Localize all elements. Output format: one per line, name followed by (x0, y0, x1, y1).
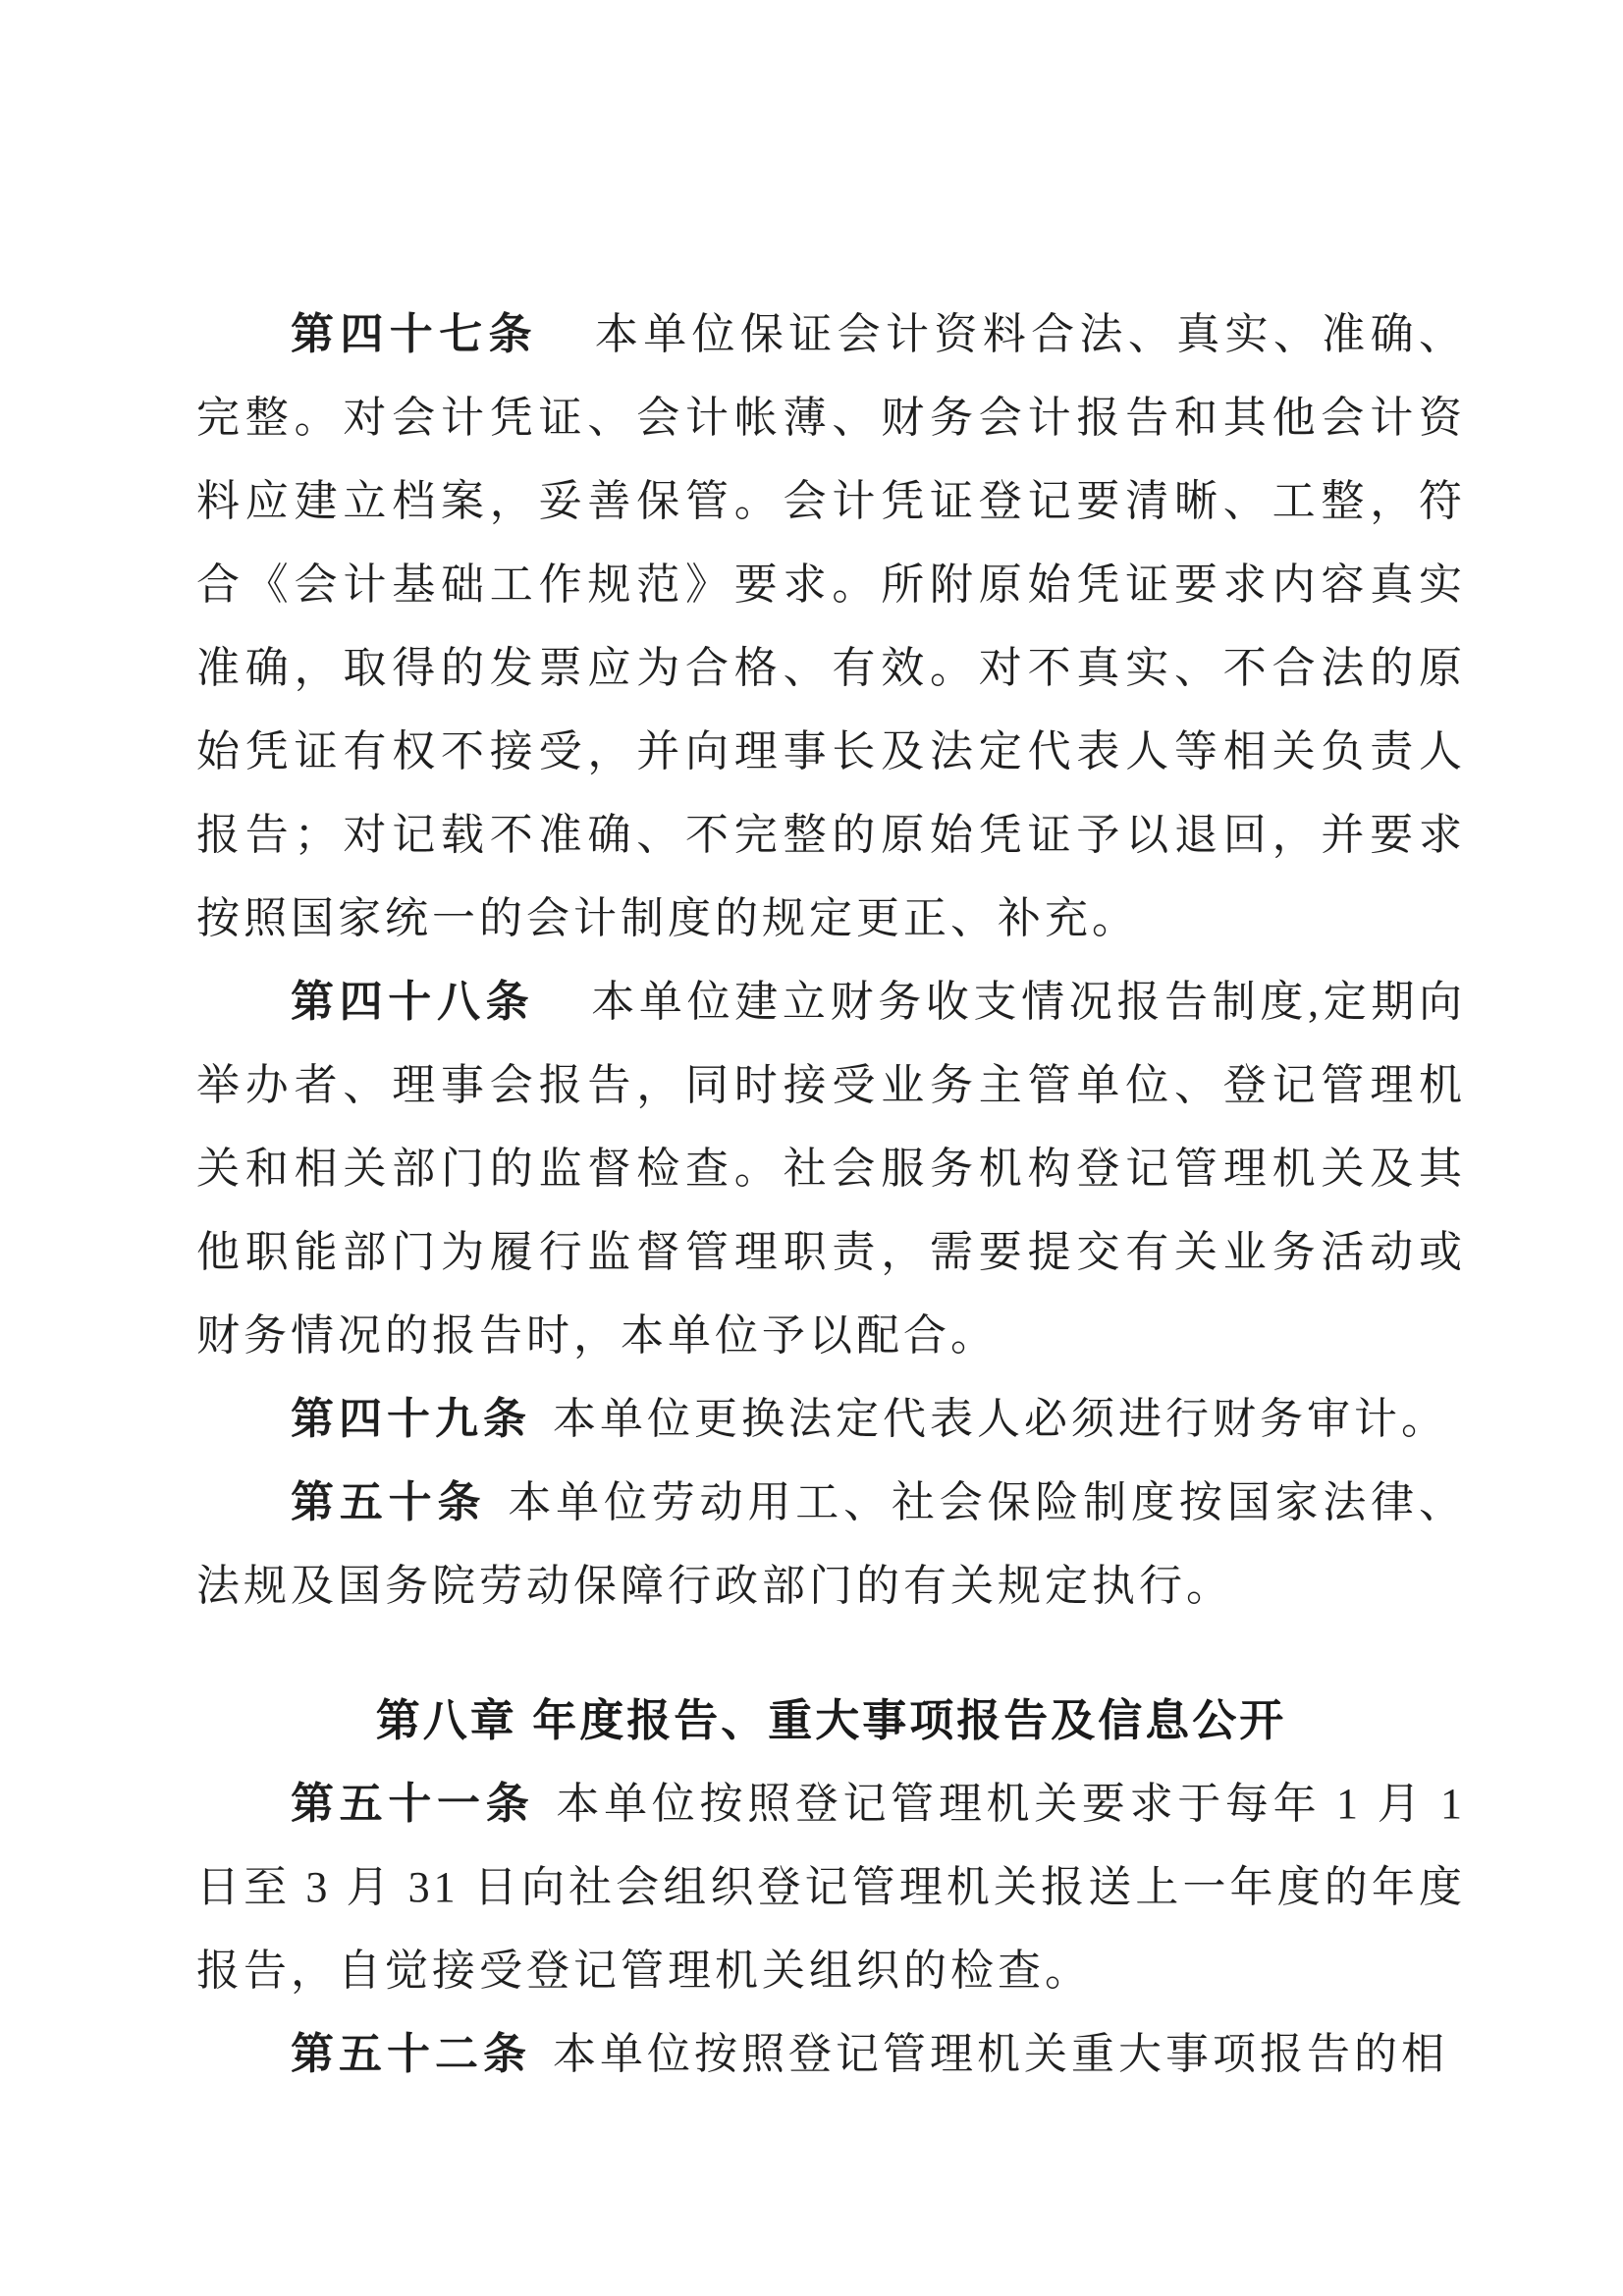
article-48-paragraph (196, 960, 1466, 1377)
article-49-paragraph (196, 1377, 1466, 1461)
article-48-label: 第四十八条 (291, 978, 535, 1026)
article-47-label: 第四十七条 (291, 310, 538, 358)
article-52-paragraph (196, 2012, 1466, 2096)
article-51-paragraph (196, 1762, 1466, 2012)
article-51-text: 本单位按照登记管理机关要求于每年 1 月 1 日至 3 月 31 日向社会组织登记管理机关报送上一年度的年度报告，自觉接受登记管理机关组织的检查。 (196, 1780, 1467, 1995)
article-47-paragraph (196, 293, 1466, 960)
article-47-text: 本单位保证会计资料合法、真实、准确、完整。对会计凭证、会计帐薄、财务会计报告和其他会计资料应建立档案，妥善保管。会计凭证登记要清晰、工整，符合《会计基础工作规范》要求。所附原始凭证要求内容真实准确，取得的发票应为合格、有效。对不真实、不合法的原始凭证有权不接受，并向理事长及法定代表人等相关负责人报告；对记载不准确、不完整的原始凭证予以退回，并要求按照国家统一的会计制度的规定更正、补充。 (196, 310, 1467, 942)
chapter-8-heading: 第八章 年度报告、重大事项报告及信息公开 (375, 1695, 1287, 1745)
article-49-text: 本单位更换法定代表人必须进行财务审计。 (553, 1395, 1448, 1443)
article-52-label: 第五十二条 (291, 2030, 531, 2078)
article-51-label: 第五十一条 (291, 1780, 535, 1828)
article-50-paragraph (196, 1461, 1466, 1628)
article-52-text: 本单位按照登记管理机关重大事项报告的相 (553, 2030, 1448, 2078)
article-50-text: 本单位劳动用工、社会保险制度按国家法律、法规及国务院劳动保障行政部门的有关规定执行。 (196, 1478, 1467, 1610)
article-49-label: 第四十九条 (291, 1395, 531, 1443)
article-48-text: 本单位建立财务收支情况报告制度,定期向举办者、理事会报告，同时接受业务主管单位、登记管理机关和相关部门的监督检查。社会服务机构登记管理机关及其他职能部门为履行监督管理职责，需要提交有关业务活动或财务情况的报告时，本单位予以配合。 (196, 978, 1467, 1360)
article-50-label: 第五十条 (291, 1478, 487, 1526)
